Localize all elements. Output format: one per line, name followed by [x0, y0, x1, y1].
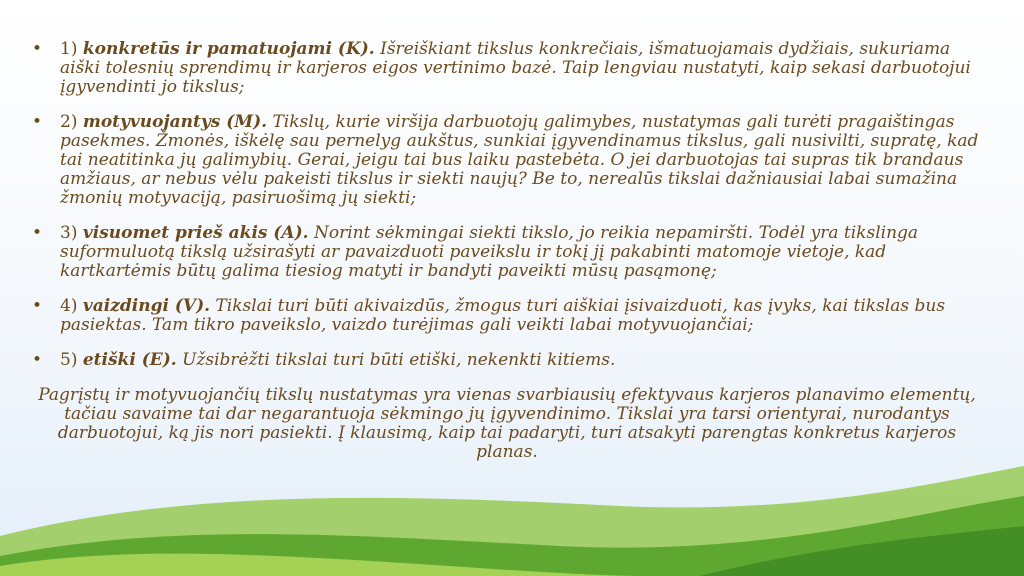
list-item: [32, 297, 982, 335]
item-term: motyvuojantys (M).: [82, 112, 268, 132]
item-number: 3): [60, 223, 78, 243]
bullet-icon: •: [32, 112, 43, 132]
list-item: [32, 113, 982, 208]
item-text: Išreiškiant tikslus konkrečiais, išmatuojamais dydžiais, sukuriama aiški tolesnių sprendimų ir karjeros eigos vertinimo bazė. Taip lengviau nustatyti, kaip sekasi darbuotojui įgyvendinti jo tikslus;: [60, 39, 971, 97]
bullet-icon: •: [32, 39, 43, 59]
item-text: Tikslai turi būti akivaizdūs, žmogus turi aiškiai įsivaizduoti, kas įvyks, kai tikslas bus pasiektas. Tam tikro paveikslo, vaizdo turėjimas gali veikti labai motyvuojančiai;: [60, 296, 946, 335]
list-item: [32, 351, 982, 370]
item-term: visuomet prieš akis (A).: [82, 223, 309, 243]
item-number: 5): [60, 350, 78, 370]
item-text: Norint sėkmingai siekti tikslo, jo reikia nepamiršti. Todėl yra tikslinga suformuluotą tikslą užsirašyti ar pavaizduoti paveikslu ir tokį jį pakabinti matomoje vietoje, kad kartkartėmis būtų galima tiesiog matyti ir bandyti paveikti mūsų pasąmonę;: [60, 223, 919, 281]
bullet-icon: •: [32, 350, 43, 370]
summary-paragraph: Pagrįstų ir motyvuojančių tikslų nustatymas yra vienas svarbiausių efektyvaus karjeros planavimo elementų, tačiau savaime tai dar negarantuoja sėkmingo jų įgyvendinimo. Tikslai yra tarsi orientyrai, nurodantys darbuotojui, ką jis nori pasiekti. Į klausimą, kaip tai padaryti, turi atsakyti parengtas konkretus karjeros planas.: [38, 385, 976, 462]
item-term: vaizdingi (V).: [82, 296, 211, 316]
item-number: 1): [60, 39, 78, 59]
bullet-icon: •: [32, 296, 43, 316]
item-term: etiški (E).: [82, 350, 177, 370]
bullet-icon: •: [32, 223, 43, 243]
list-item: [32, 224, 982, 281]
slide-content: [32, 40, 982, 462]
item-text: Užsibrėžti tikslai turi būti etiški, nekenkti kitiems.: [176, 350, 616, 370]
item-number: 4): [60, 296, 78, 316]
item-text: Tikslų, kurie viršija darbuotojų galimybes, nustatymas gali turėti pragaištingas pasekmes. Žmonės, iškėlę sau pernelyg aukštus, sunkiai įgyvendinamus tikslus, gali nusivilti, supratę, kad tai neatitinka jų galimybių. Gerai, jeigu tai bus laiku pastebėta. O jei darbuotojas tai supras tik brandaus amžiaus, ar nebus vėlu pakeisti tikslus ir siekti naujų? Be to, nerealūs tikslai dažniausiai labai sumažina žmonių motyvaciją, pasiruošimą jų siekti;: [60, 112, 979, 208]
item-number: 2): [60, 112, 78, 132]
item-term: konkretūs ir pamatuojami (K).: [82, 39, 375, 59]
criteria-list: [32, 40, 982, 370]
list-item: [32, 40, 982, 97]
